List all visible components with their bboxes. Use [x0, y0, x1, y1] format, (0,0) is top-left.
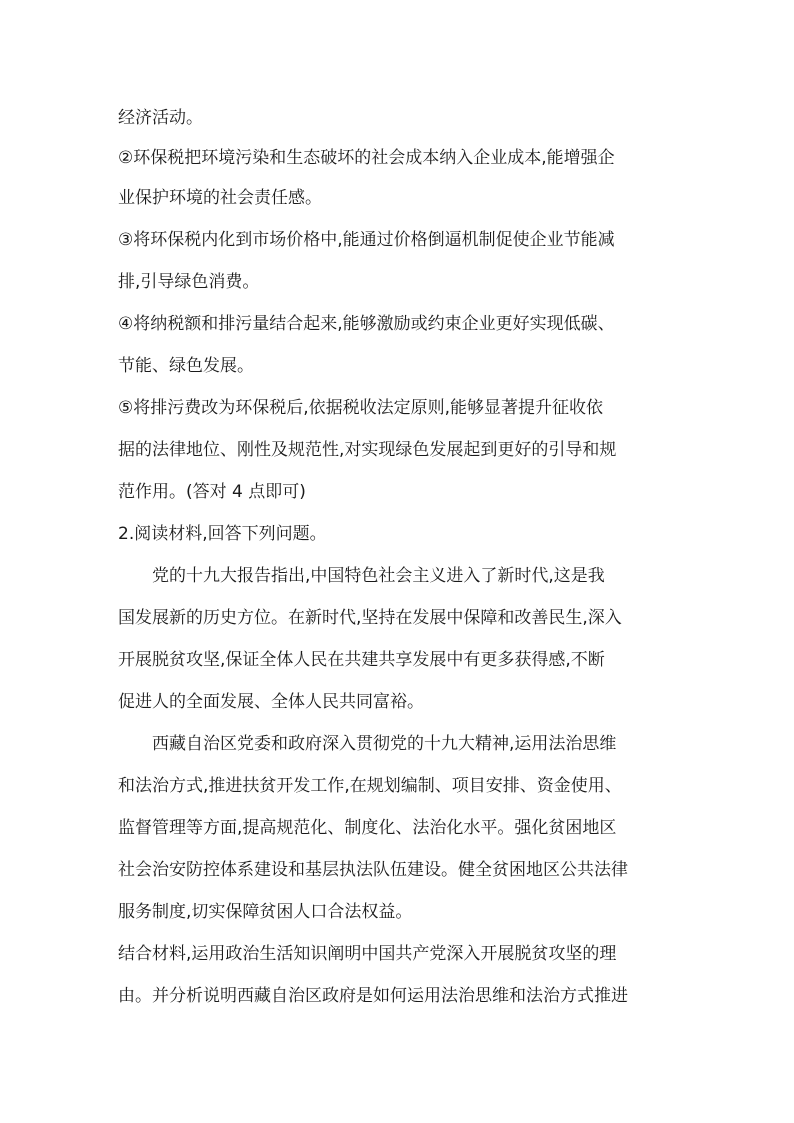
text-line: 开展脱贫攻坚,保证全体人民在共建共享发展中有更多获得感,不断 — [118, 650, 605, 670]
text-line: 由。并分析说明西藏自治区政府是如何运用法治思维和法治方式推进 — [118, 986, 628, 1006]
text-line: 业保护环境的社会责任感。 — [118, 188, 322, 208]
question-heading: 2.阅读材料,回答下列问题。 — [118, 524, 327, 544]
text-line: ④将纳税额和排污量结合起来,能够激励或约束企业更好实现低碳、 — [118, 314, 615, 334]
text-line — [118, 1026, 678, 1050]
text-line: 服务制度,切实保障贫困人口合法权益。 — [118, 902, 413, 922]
text-line: ⑤将排污费改为环保税后,依据税收法定原则,能够显著提升征收依 — [118, 398, 604, 418]
text-line: 范作用。(答对 4 点即可) — [118, 482, 306, 502]
text-line: 节能、绿色发展。 — [118, 356, 254, 376]
text-line: 和法治方式,推进扶贫开发工作,在规划编制、项目安排、资金使用、 — [118, 776, 622, 796]
material-paragraph-1: 党的十九大报告指出,中国特色社会主义进入了新时代,这是我 — [152, 566, 605, 586]
text-line: 国发展新的历史方位。在新时代,坚持在发展中保障和改善民生,深入 — [118, 608, 622, 628]
text-line: 据的法律地位、刚性及规范性,对实现绿色发展起到更好的引导和规 — [118, 440, 617, 460]
text-line: 促进人的全面发展、全体人民共同富裕。 — [118, 692, 424, 712]
text-line: 经济活动。 — [118, 108, 203, 128]
question-prompt: 结合材料,运用政治生活知识阐明中国共产党深入开展脱贫攻坚的理 — [118, 944, 617, 964]
text-line: ②环保税把环境污染和生态破坏的社会成本纳入企业成本,能增强企 — [118, 148, 615, 168]
text-line: 监督管理等方面,提高规范化、制度化、法治化水平。强化贫困地区 — [118, 818, 617, 838]
text-line: ③将环保税内化到市场价格中,能通过价格倒逼机制促使企业节能减 — [118, 230, 615, 250]
text-line: 排,引导绿色消费。 — [118, 272, 260, 292]
text-line: 社会治安防控体系建设和基层执法队伍建设。健全贫困地区公共法律 — [118, 860, 628, 880]
material-paragraph-2: 西藏自治区党委和政府深入贯彻党的十九大精神,运用法治思维 — [152, 734, 617, 754]
